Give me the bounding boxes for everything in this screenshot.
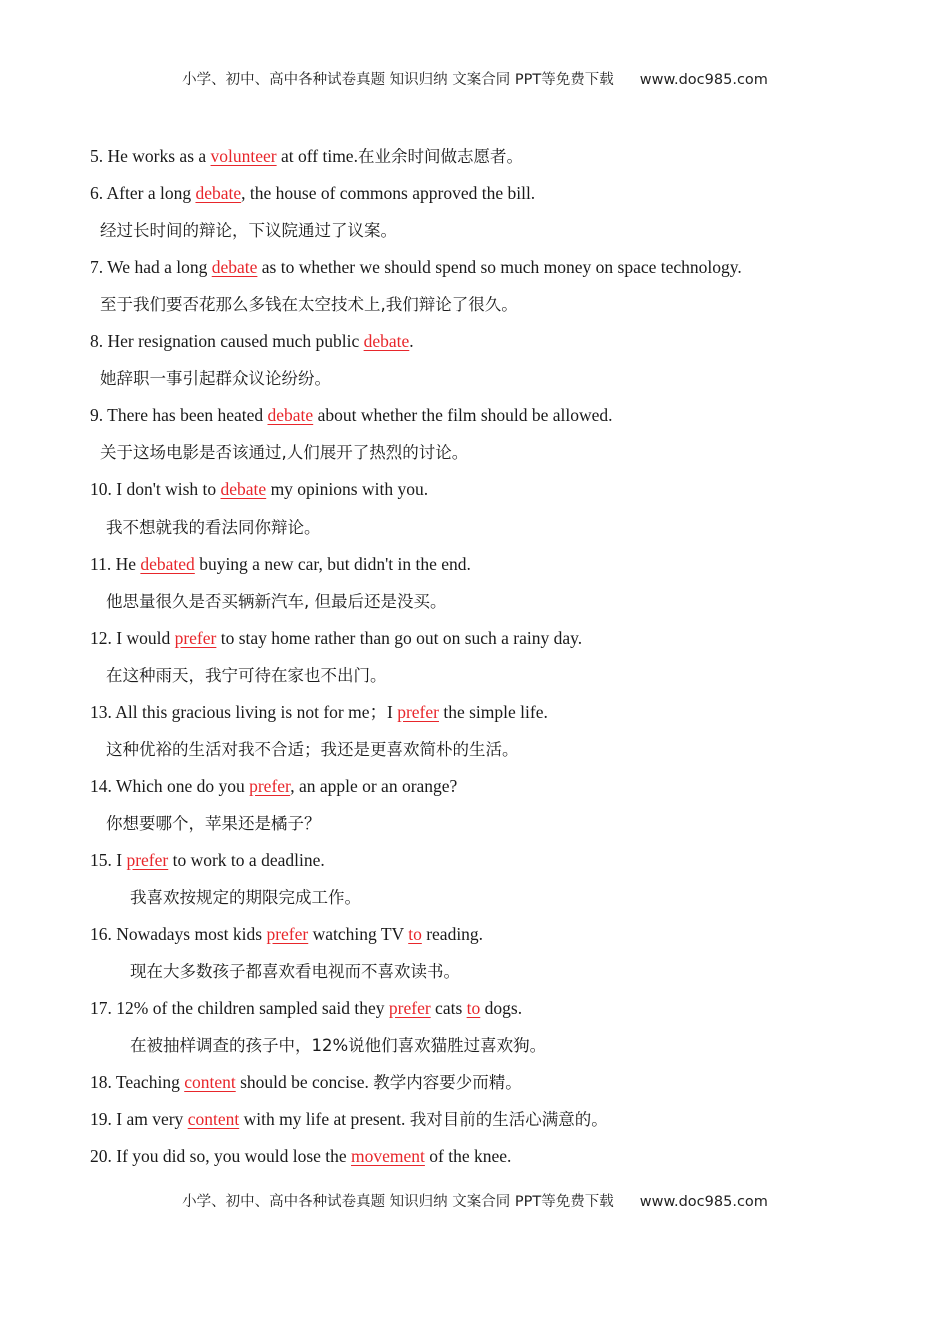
english-text: 9. There has been heated [90, 405, 268, 426]
english-text: my opinions with you. [266, 479, 429, 500]
keyword: debate [195, 183, 242, 204]
translation-line [130, 1034, 546, 1057]
chinese-text: 你想要哪个，苹果还是橘子？ [106, 813, 321, 833]
translation-line [100, 367, 331, 390]
sentence-line [90, 553, 471, 575]
english-text: , an apple or an orange? [290, 775, 458, 796]
english-text: of the knee. [424, 1146, 512, 1167]
chinese-text: 我喜欢按规定的期限完成工作。 [130, 888, 361, 907]
english-text: to work to a deadline. [168, 849, 325, 870]
english-text: 15. I [90, 849, 127, 870]
translation-line [130, 960, 460, 983]
sentence-line [90, 182, 535, 204]
sentence-line [90, 256, 742, 278]
translation-line [106, 738, 519, 761]
sentence-line [90, 627, 582, 649]
sentence-line [90, 330, 414, 352]
keyword: prefer [397, 701, 439, 722]
english-text: to stay home rather than go out on such a rainy day. [216, 627, 583, 648]
translation-line [100, 219, 397, 242]
english-text: buying a new car, but didn't in the end. [194, 553, 471, 574]
translation-line [100, 441, 468, 464]
english-text: dogs. [480, 998, 523, 1019]
english-text: with my life at present. [239, 1109, 410, 1130]
sentence-line [90, 1108, 608, 1131]
english-text: as to whether we should spend so much money on space technology. [257, 257, 742, 278]
chinese-text: 这种优裕的生活对我不合适；我还是更喜欢简朴的生活。 [106, 739, 519, 759]
keyword: prefer [266, 924, 309, 945]
chinese-text: 在被抽样调查的孩子中，12%说他们喜欢猫胜过喜欢狗。 [130, 1036, 547, 1056]
chinese-text: 教学内容要少而精。 [373, 1073, 522, 1093]
english-text: 11. He [90, 553, 141, 574]
chinese-text: 我不想就我的看法同你辩论。 [106, 517, 321, 537]
keyword: content [187, 1109, 240, 1130]
page-footer [0, 1190, 950, 1211]
english-text: cats [430, 998, 467, 1019]
footer-site: www.doc985.com [639, 1194, 768, 1210]
keyword: prefer [126, 849, 169, 870]
english-text: 14. Which one do you [90, 775, 250, 796]
english-text: the simple life. [438, 701, 548, 722]
chinese-text: 关于这场电影是否该通过,人们展开了热烈的讨论。 [100, 443, 469, 463]
english-text: about whether the film should be allowed. [313, 405, 613, 426]
english-text: 20. If you did so, you would lose the [90, 1146, 352, 1167]
translation-line [106, 516, 321, 539]
sentence-line [90, 923, 483, 945]
chinese-text: 在这种雨天，我宁可待在家也不出门。 [106, 665, 387, 685]
chinese-text: 至于我们要否花那么多钱在太空技术上,我们辩论了很久。 [100, 295, 518, 315]
page-header [0, 68, 950, 89]
sentence-line [90, 1145, 511, 1167]
english-text: . [409, 331, 414, 352]
translation-line [130, 886, 361, 909]
keyword: content [184, 1072, 236, 1093]
english-text: 8. Her resignation caused much public [90, 331, 364, 352]
english-text: reading. [421, 924, 484, 945]
keyword: debated [140, 553, 195, 574]
english-text: 7. We had a long [90, 257, 212, 278]
header-site: www.doc985.com [639, 72, 768, 88]
header-text: 小学、初中、高中各种试卷真题 知识归纳 文案合同 PPT等免费下载 [182, 72, 614, 88]
sentence-line [90, 775, 457, 797]
sentence-line [90, 404, 613, 426]
english-text: should be concise. [235, 1072, 374, 1093]
keyword: prefer [388, 998, 431, 1019]
english-text: 5. He works as a [90, 146, 211, 166]
chinese-text: 经过长时间的辩论，下议院通过了议案。 [100, 221, 397, 241]
keyword: debate [211, 257, 258, 278]
keyword: prefer [174, 627, 217, 648]
chinese-text: 我对目前的生活心满意的。 [409, 1110, 608, 1130]
translation-line [106, 590, 447, 613]
chinese-text: 他思量很久是否买辆新汽车, 但最后还是没买。 [106, 591, 447, 611]
keyword: to [408, 924, 422, 945]
english-text: at off time. [276, 146, 358, 166]
keyword: movement [351, 1146, 425, 1167]
translation-line [100, 293, 518, 316]
keyword: debate [267, 405, 314, 426]
sentence-line [90, 1071, 522, 1094]
keyword: debate [220, 479, 267, 500]
english-text: 10. I don't wish to [90, 479, 221, 500]
translation-line [106, 812, 321, 835]
english-text: 18. Teaching [90, 1072, 185, 1093]
sentence-line [90, 997, 522, 1019]
sentence-line [90, 701, 548, 723]
english-text: , the house of commons approved the bill. [241, 183, 536, 204]
keyword: debate [363, 331, 410, 352]
english-text: 16. Nowadays most kids [90, 924, 267, 945]
english-text: 6. After a long [90, 183, 196, 204]
chinese-text: 现在大多数孩子都喜欢看电视而不喜欢读书。 [130, 962, 460, 982]
chinese-text: 她辞职一事引起群众议论纷纷。 [100, 369, 331, 389]
english-text: 13. All this gracious living is not for me；I [90, 701, 398, 722]
keyword: prefer [249, 775, 291, 796]
footer-text: 小学、初中、高中各种试卷真题 知识归纳 文案合同 PPT等免费下载 [182, 1194, 614, 1210]
sentence-line [90, 145, 523, 168]
english-text: 19. I am very [90, 1109, 188, 1130]
english-text: 12. I would [90, 627, 175, 648]
sentence-line [90, 849, 325, 871]
keyword: to [466, 998, 481, 1019]
sentence-line [90, 478, 428, 500]
english-text: watching TV [308, 924, 409, 945]
keyword: volunteer [210, 146, 277, 166]
chinese-text: 在业余时间做志愿者。 [357, 147, 523, 166]
english-text: 17. 12% of the children sampled said they [90, 998, 389, 1019]
translation-line [106, 664, 387, 687]
